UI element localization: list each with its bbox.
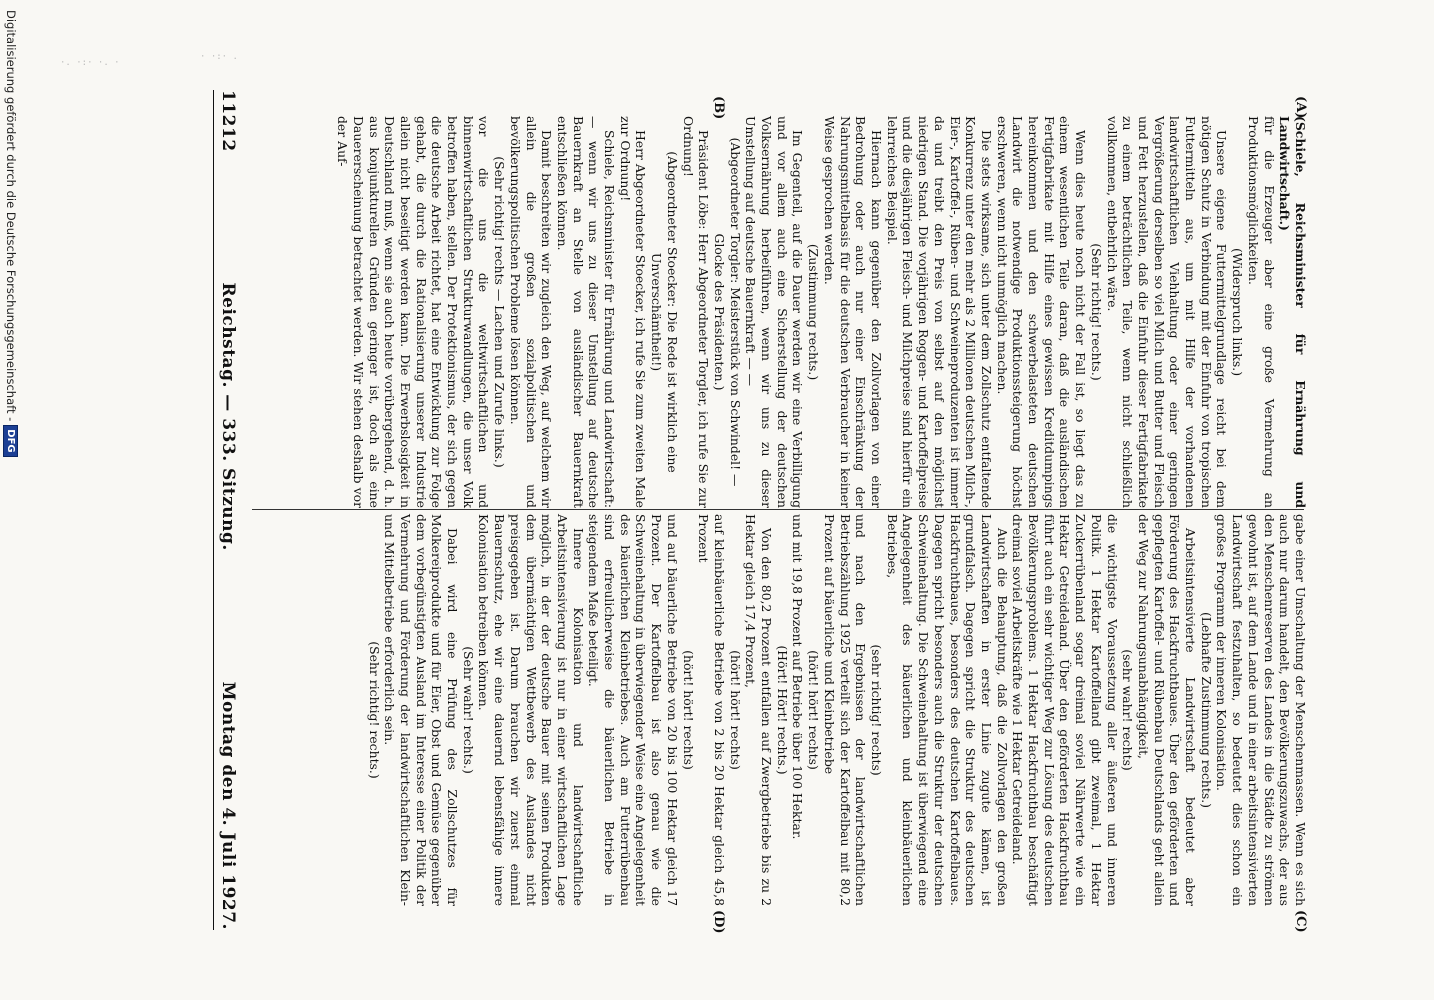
interjection: (Abgeordneter Stoecker: Die Rede ist wirklich eine Unverschämtheit!) <box>649 151 680 473</box>
header-date: Montag den 4. Juli 1927. <box>218 681 238 930</box>
page-header <box>213 90 248 930</box>
interjection: (Abgeordneter Torgler: Meisterstück von Schwindel! — Glocke des Präsidenten.) <box>711 137 743 487</box>
paragraph: Arbeitsintensivierte Landwirtschaft bedeutet aber Förderung des Hackfruchtbaues. Über den geförderten und gepflegten Kartoffel- und Rübenbau Deutschlands geht allein der Weg zur Nahrungsunabhängigkeit, <box>1135 514 1199 906</box>
margin-marker-c: (C) <box>1293 910 1308 933</box>
column-divider <box>252 509 1304 510</box>
president-statement: Präsident Löbe: Herr Abgeordneter Torgler, ich rufe Sie zur Ordnung! <box>680 116 712 508</box>
interjection: (Sehr wahr! rechts.) <box>460 646 476 774</box>
interjection: (hört! hört! rechts) <box>680 650 696 770</box>
interjection: (Sehr richtig! rechts — Lachen und Zurufe links.) <box>492 156 508 468</box>
paragraph: gabe einer Umschaltung der Menschenmassen. Wenn es sich auch nur darum handelt, den Bevölkerungszuwachs, der aus den Menschenreserven des Landes in die Städte zu strömen gewohnt ist, auf dem Lande und in einer arbeitsintensivierten Landwirtschaft festzuhalten, so bedeutet dies schon ein großes Programm der inneren Kolonisation. <box>1214 514 1308 906</box>
paragraph: Innere Kolonisation und landwirtschaftliche Arbeitsintensivierung ist nur in einer wirtschaftlichen Lage möglich, in der der deutsche Bauer mit seinen Produkten dem übermächtigen Wettbewerb des Auslandes nicht preisgegeben ist. Darum brauchen wir zuerst einmal Bauernschutz, ehe wir eine dauernd lebensfähige innere Kolonisation betreiben können. <box>476 514 586 906</box>
paragraph: und auf bäuerliche Betriebe von 20 bis 100 Hektar gleich 17 Prozent. Der Kartoffelbau ist also genau wie die Schweinehaltung in überwiegender Weise eine Angelegenheit des bäuerlichen Kleinbetriebes. Auch am Futterrübenbau sind erfreulicherweise die bäuerlichen Betriebe in steigendem Maße beteiligt. <box>586 514 680 906</box>
interjection: (Lebhafte Zustimmung rechts.) <box>1198 611 1214 809</box>
interjection: (Zustimmung rechts.) <box>806 243 822 381</box>
margin-marker-d: (D) <box>711 910 726 934</box>
header-title: Reichstag. — 333. Sitzung. <box>218 282 238 551</box>
paragraph: auf kleinbäuerliche Betriebe von 2 bis 20 Hektar gleich 45,8 Prozent <box>696 514 727 906</box>
paragraph: Dabei wird eine Prüfung des Zollschutzes für Molkereiprodukte und für Eier, Obst und Gemüse gegenüber dem vorbegünstigten Ausland im Interesse einer Politik der Vermehrung und Förderung der landwirtschaftlichen Klein- und Mittelbetriebe erforderlich sein. <box>382 514 461 906</box>
scan-speck: · ·:· . <box>200 52 238 62</box>
interjection: (Sehr richtig! rechts.) <box>1088 243 1104 381</box>
paragraph: und mit 19,8 Prozent auf Betriebe über 100 Hektar. <box>790 514 806 840</box>
page-number: 11212 <box>218 90 238 152</box>
interjection: (hört! hört! rechts) <box>727 650 743 770</box>
footer-credit-text: Digitalisierung gefördert durch die Deutsche Forschungsgemeinschaft - <box>4 10 18 422</box>
paragraph: vor die uns die weltwirtschaftlichen und binnenwirtschaftlichen Strukturwandlungen, die unser Volk betroffen haben, stellen. Der Protektionismus, der sich gegen die deutsche Arbeit richtet, hat eine Entwicklung zur Folge gehabt, die durch die Rationalisierung unserer Industrie allein nicht beseitigt werden kann. Die Erwerbslosigkeit in Deutschland muß, wenn sie auch heute vorübergehend, d. h. aus konjunkturellen Gründen geringer ist, doch als eine Dauererscheinung betrachtet werden. Wir stehen deshalb vor der Auf- <box>335 116 492 508</box>
paragraph: und nach den Ergebnissen der landwirtschaftlichen Betriebszählung 1925 verteilt sich der Kartoffelbau mit 80,2 Prozent auf bäuerliche und Kleinbetriebe <box>821 514 869 906</box>
paragraph: Im Gegenteil, auf die Dauer werden wir eine Verbilligung und vor allem auch eine Sicherstellung der deutschen Volksernährung herbeiführen, wenn wir uns zu dieser Umstellung auf deutsche Bauernkraft — — <box>743 116 806 508</box>
paragraph: Damit beschreiten wir zugleich den Weg, auf welchem wir allein die großen sozialpolitischen und bevölkerungspolitischen Probleme lösen können. <box>507 116 555 508</box>
paragraph: Auch die Behauptung, daß die Zollvorlagen den großen Landwirtschaften in erster Linie zugute kämen, ist grundfalsch. Dagegen spricht die Struktur des deutschen Hackfruchtbaues, besonders des deutschen Kartoffelbaues. Dagegen spricht besonders auch die Struktur der deutschen Schweinehaltung. Die Schweinehaltung ist überwiegend eine Angelegenheit des bäuerlichen und kleinbäuerlichen Betriebes, <box>884 514 1010 906</box>
interjection: (Hört! Hört! rechts.) <box>774 645 790 775</box>
interjection: (Sehr richtig! rechts.) <box>366 641 382 779</box>
left-column <box>248 116 1308 508</box>
scan-speck: ·. ·:· ·. · <box>60 58 120 68</box>
dfg-logo: DFG <box>4 425 19 456</box>
interjection: (Widerspruch links.) <box>1230 247 1246 377</box>
margin-marker-a: (A) <box>1293 96 1308 119</box>
paragraph: für die Erzeuger aber eine große Vermehrung an Produktionsmöglichkeiten. <box>1245 116 1277 508</box>
speaker-line: (Schiele, Reichsminister für Ernährung und Landwirtschaft.) <box>1277 116 1308 508</box>
speaker-paragraph: Schiele, Reichsminister für Ernährung und Landwirtschaft: — wenn wir uns zu dieser Umstellung auf deutsche Bauernkraft an Stelle von ausländischer Bauernkraft entschließen können. <box>554 116 618 508</box>
paragraph: Die stets wirksame, sich unter dem Zollschutz entfaltende Konkurrenz unter den mehr als 2 Millionen deutschen Milch-, Eier-, Kartoffel-, Rüben- und Schweineproduzenten ist immer da und treibt den Preis von selbst auf den möglichst niedrigen Stand. Die vorjährigen Roggen- und Kartoffelpreise und die diesjährigen Fleisch- und Milchpreise sind hierfür ein lehrreiches Beispiel. <box>884 116 994 508</box>
paragraph: Herr Abgeordneter Stoecker, ich rufe Sie zum zweiten Male zur Ordnung! <box>617 116 649 508</box>
interjection: (sehr wahr! rechts) <box>1120 649 1136 771</box>
paragraph: Wenn dies heute noch nicht der Fall ist, so liegt das zu einem wesentlichen Teile daran, daß die ausländischen Fertigfabrikate mit Hilfe eines gewissen Kreditdumpings hereinkommen und den schwerbelasteten deutschen Landwirt die notwendige Produktionssteigerung höchst erschweren, wenn nicht unmöglich machen. <box>994 116 1089 508</box>
paragraph: Von den 80,2 Prozent entfallen auf Zwergbetriebe bis zu 2 Hektar gleich 17,4 Prozent, <box>743 514 775 906</box>
interjection: (hört! hört! rechts) <box>806 650 822 770</box>
paragraph: die wichtigste Voraussetzung aller äußeren und inneren Politik. 1 Hektar Kartoffelland gibt zweimal, 1 Hektar Zuckerrübenland sogar dreimal soviel Nährwerte wie ein Hektar Getreideland. Über den geförderten Hackfruchtbau führt auch ein sehr wichtiger Weg zur Lösung des deutschen Bevölkerungsproblems. 1 Hektar Hackfruchtbau beschäftigt dreimal soviel Arbeitskräfte wie 1 Hektar Getreideland. <box>1010 514 1120 906</box>
paragraph: Unsere eigene Futtermittelgrundlage reicht bei dem nötigen Schutz in Verbindung mit der Einfuhr von tropischen Futtermitteln aus, um mit Hilfe der vorhandenen landwirtschaftlichen Viehhaltung oder einer geringen Vergrößerung derselben so viel Milch und Butter und Fleisch und Fett herzustellen, daß die Einfuhr dieser Fertigfabrikate zu einem beträchtlichen Teile, wenn nicht schließlich vollkommen, entbehrlich wäre. <box>1104 116 1230 508</box>
footer-credit-bar <box>0 0 22 1000</box>
paragraph: Hiernach kann gegenüber den Zollvorlagen von einer Bedrohung oder auch nur einer Einschränkung der Nahrungsmittelbasis für die deutschen Verbraucher in keiner Weise gesprochen werden. <box>821 116 885 508</box>
margin-marker-b: (B) <box>711 96 726 120</box>
interjection: (sehr richtig! rechts) <box>869 644 885 776</box>
right-column <box>248 514 1308 906</box>
